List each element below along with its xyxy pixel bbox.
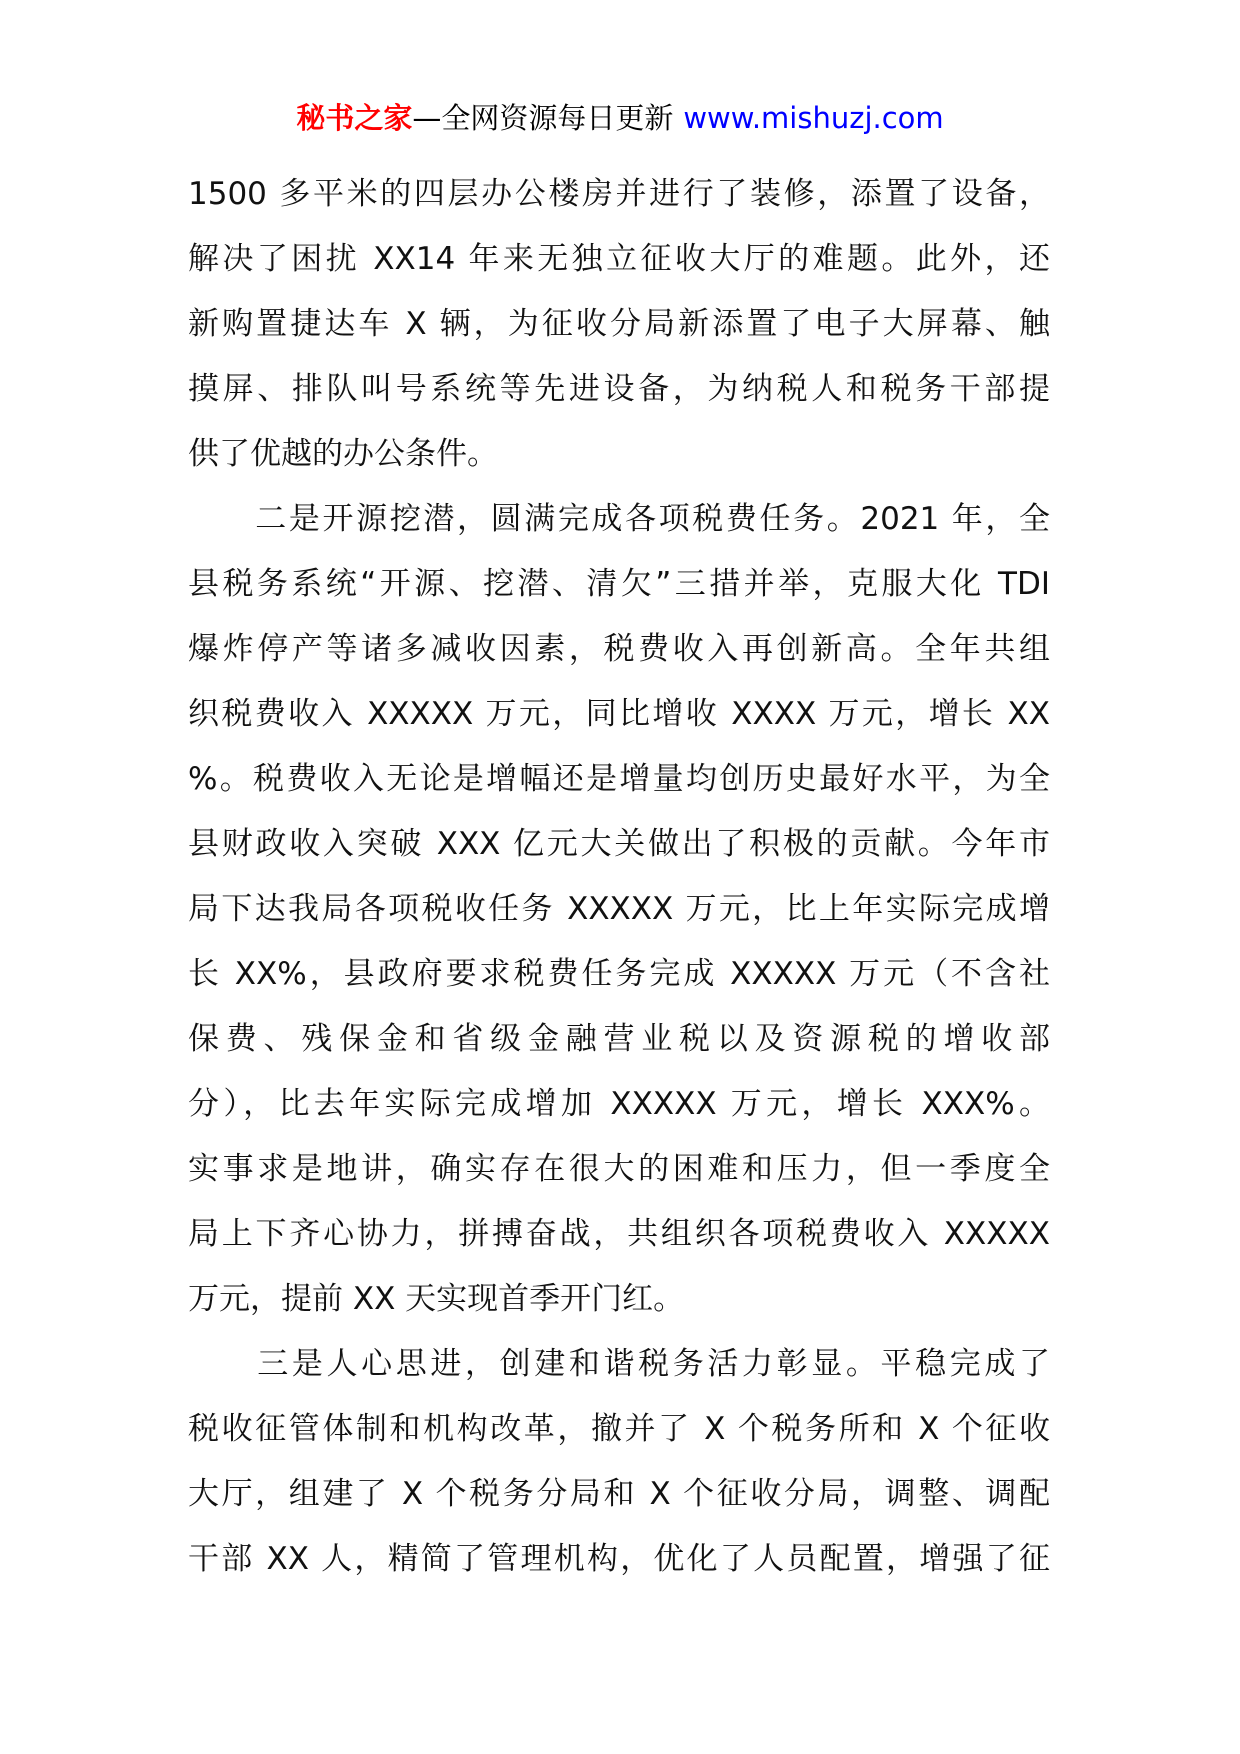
brand-name: 秘书之家: [296, 101, 413, 135]
text-line: 县税务系统“开源、挖潜、清欠”三措并举，克服大化 TDI: [188, 566, 1050, 602]
text-line: 万元，提前 XX 天实现首季开门红。: [188, 1281, 685, 1317]
text-line: 长 XX%，县政府要求税费任务完成 XXXXX 万元（不含社: [188, 956, 1050, 992]
text-line: 保费、残保金和省级金融营业税以及资源税的增收部: [188, 1021, 1050, 1057]
text-line: 局下达我局各项税收任务 XXXXX 万元，比上年实际完成增: [188, 891, 1050, 927]
site-url-link[interactable]: www.mishuzj.com: [683, 101, 944, 135]
text-line: 新购置捷达车 X 辆，为征收分局新添置了电子大屏幕、触: [188, 306, 1050, 342]
text-line: 分），比去年实际完成增加 XXXXX 万元，增长 XXX%。: [188, 1086, 1050, 1122]
text-line: %。税费收入无论是增幅还是增量均创历史最好水平，为全: [188, 761, 1050, 797]
text-line: 干部 XX 人，精简了管理机构，优化了人员配置，增强了征: [188, 1541, 1050, 1577]
text-line: 三是人心思进，创建和谐税务活力彰显。平稳完成了: [188, 1346, 1050, 1382]
text-line: 1500 多平米的四层办公楼房并进行了装修，添置了设备，: [188, 176, 1050, 212]
text-line: 实事求是地讲，确实存在很大的困难和压力，但一季度全: [188, 1151, 1050, 1187]
text-line: 县财政收入突破 XXX 亿元大关做出了积极的贡献。今年市: [188, 826, 1050, 862]
text-line: 供了优越的办公条件。: [188, 436, 498, 472]
text-line: 局上下齐心协力，拼搏奋战，共组织各项税费收入 XXXXX: [188, 1216, 1050, 1252]
text-line: 摸屏、排队叫号系统等先进设备，为纳税人和税务干部提: [188, 371, 1050, 407]
text-line: 大厅，组建了 X 个税务分局和 X 个征收分局，调整、调配: [188, 1476, 1050, 1512]
text-line: 二是开源挖潜，圆满完成各项税费任务。2021 年，全: [188, 501, 1050, 537]
text-line: 解决了困扰 XX14 年来无独立征收大厅的难题。此外，还: [188, 241, 1050, 277]
header-tagline: —全网资源每日更新: [412, 101, 674, 135]
text-line: 爆炸停产等诸多减收因素，税费收入再创新高。全年共组: [188, 631, 1050, 667]
page-header: [0, 98, 1240, 138]
document-body: [188, 162, 1050, 1592]
text-line: 织税费收入 XXXXX 万元，同比增收 XXXX 万元，增长 XX: [188, 696, 1050, 732]
text-line: 税收征管体制和机构改革，撤并了 X 个税务所和 X 个征收: [188, 1411, 1050, 1447]
